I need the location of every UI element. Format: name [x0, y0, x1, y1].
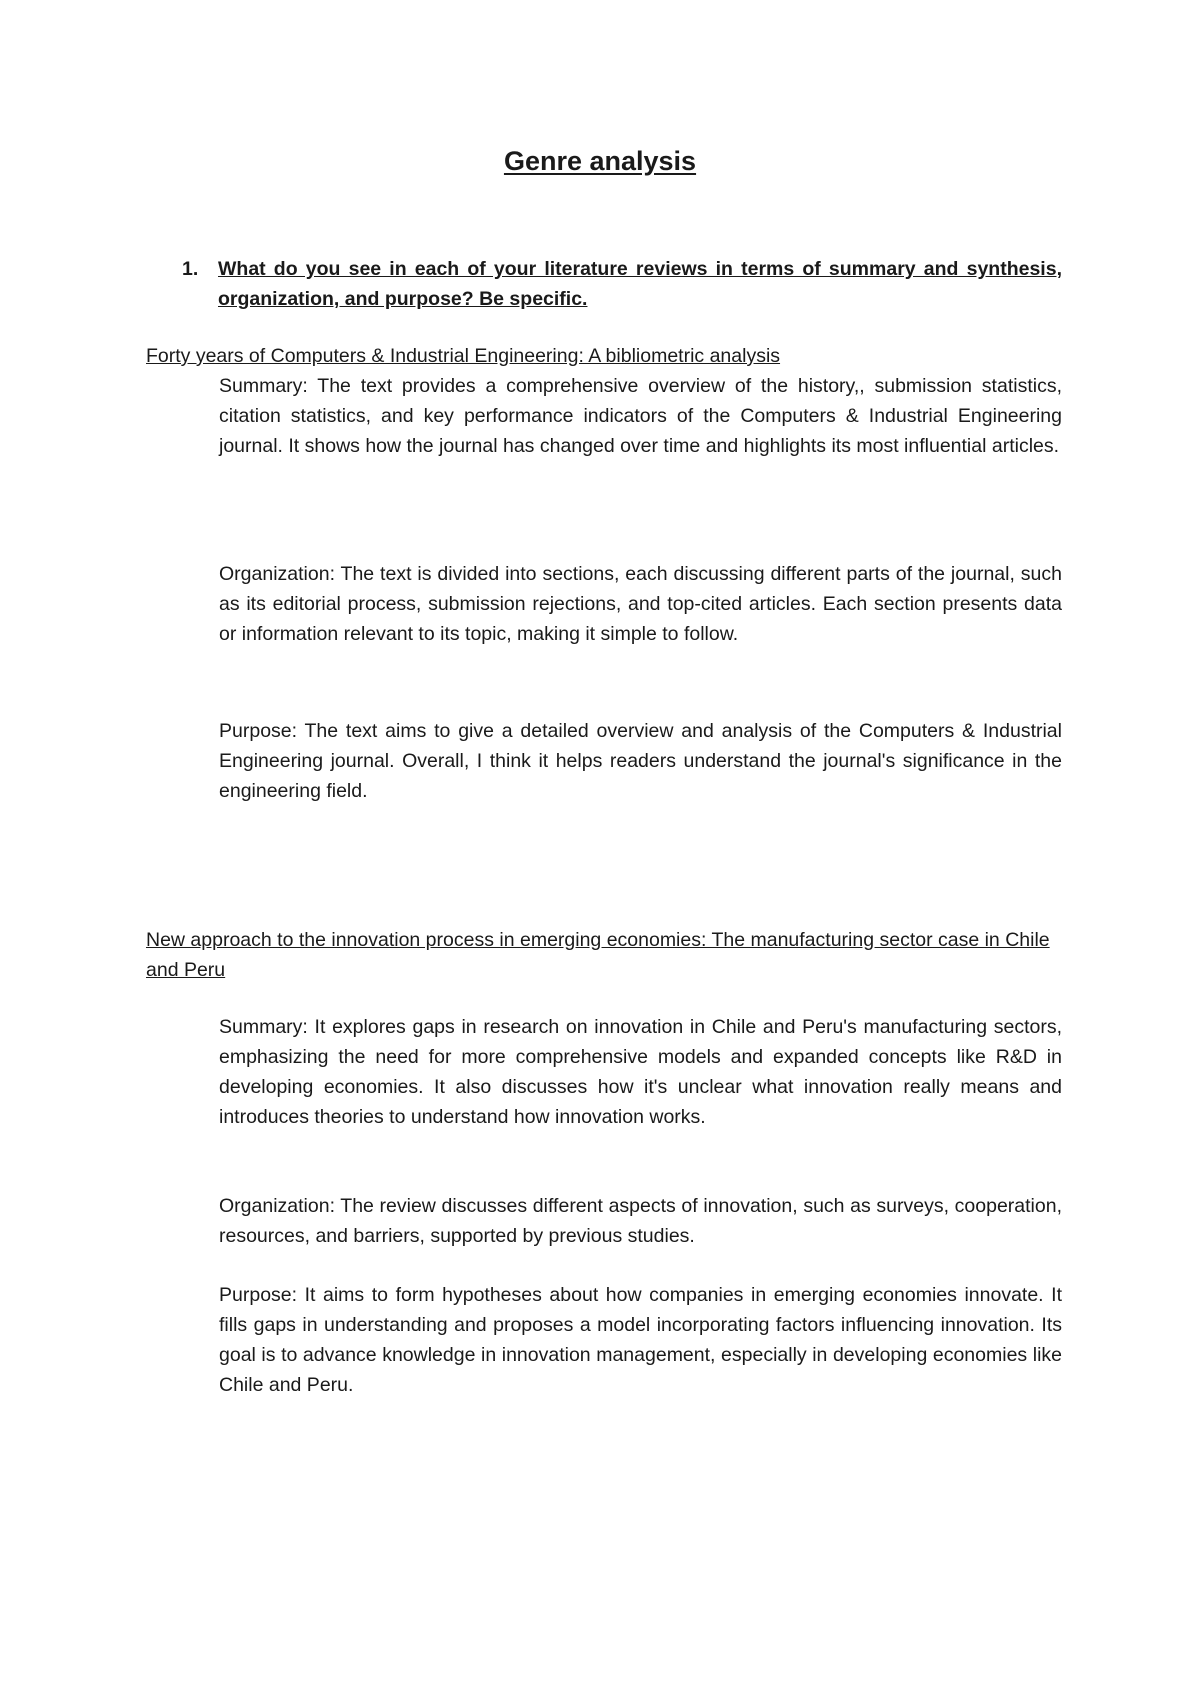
article-1-summary: Summary: The text provides a comprehensive overview of the history,, submission statistics, citation statistics, and key performance indicators of the Computers & Industrial Engineering journal. It shows how the journal has changed over time and highlights its most influential articles. — [219, 375, 1062, 457]
article-2-purpose: Purpose: It aims to form hypotheses about how companies in emerging economies innovate. It fills gaps in understanding and proposes a model incorporating factors influencing innovation. Its goal is to advance knowledge in innovation management, especially in developing economies like Chile and Peru. — [219, 1284, 1062, 1396]
article-2-summary: Summary: It explores gaps in research on innovation in Chile and Peru's manufacturing sectors, emphasizing the need for more comprehensive models and expanded concepts like R&D in developing economies. It also discusses how it's unclear what innovation really means and introduces theories to understand how innovation works. — [219, 1016, 1062, 1128]
question-item — [182, 254, 1062, 314]
question-number: 1. — [182, 258, 199, 280]
article-2-organization: Organization: The review discusses different aspects of innovation, such as surveys, cooperation, resources, and barriers, supported by previous studies. — [219, 1195, 1062, 1247]
article-1-organization: Organization: The text is divided into sections, each discussing different parts of the journal, such as its editorial process, submission rejections, and top-cited articles. Each section presents data or information relevant to its topic, making it simple to follow. — [219, 563, 1062, 645]
article-1-title: Forty years of Computers & Industrial Engineering: A bibliometric analysis — [146, 345, 781, 367]
page-title: Genre analysis — [503, 146, 697, 176]
article-2-title: New approach to the innovation process in emerging economies: The manufacturing sector case in Chile and Peru — [146, 929, 1050, 981]
article-1-purpose: Purpose: The text aims to give a detailed overview and analysis of the Computers & Industrial Engineering journal. Overall, I think it helps readers understand the journal's significance in the engineering field. — [219, 720, 1062, 802]
question-text: What do you see in each of your literature reviews in terms of summary and synthesis, organization, and purpose? Be specific. — [218, 258, 1062, 310]
